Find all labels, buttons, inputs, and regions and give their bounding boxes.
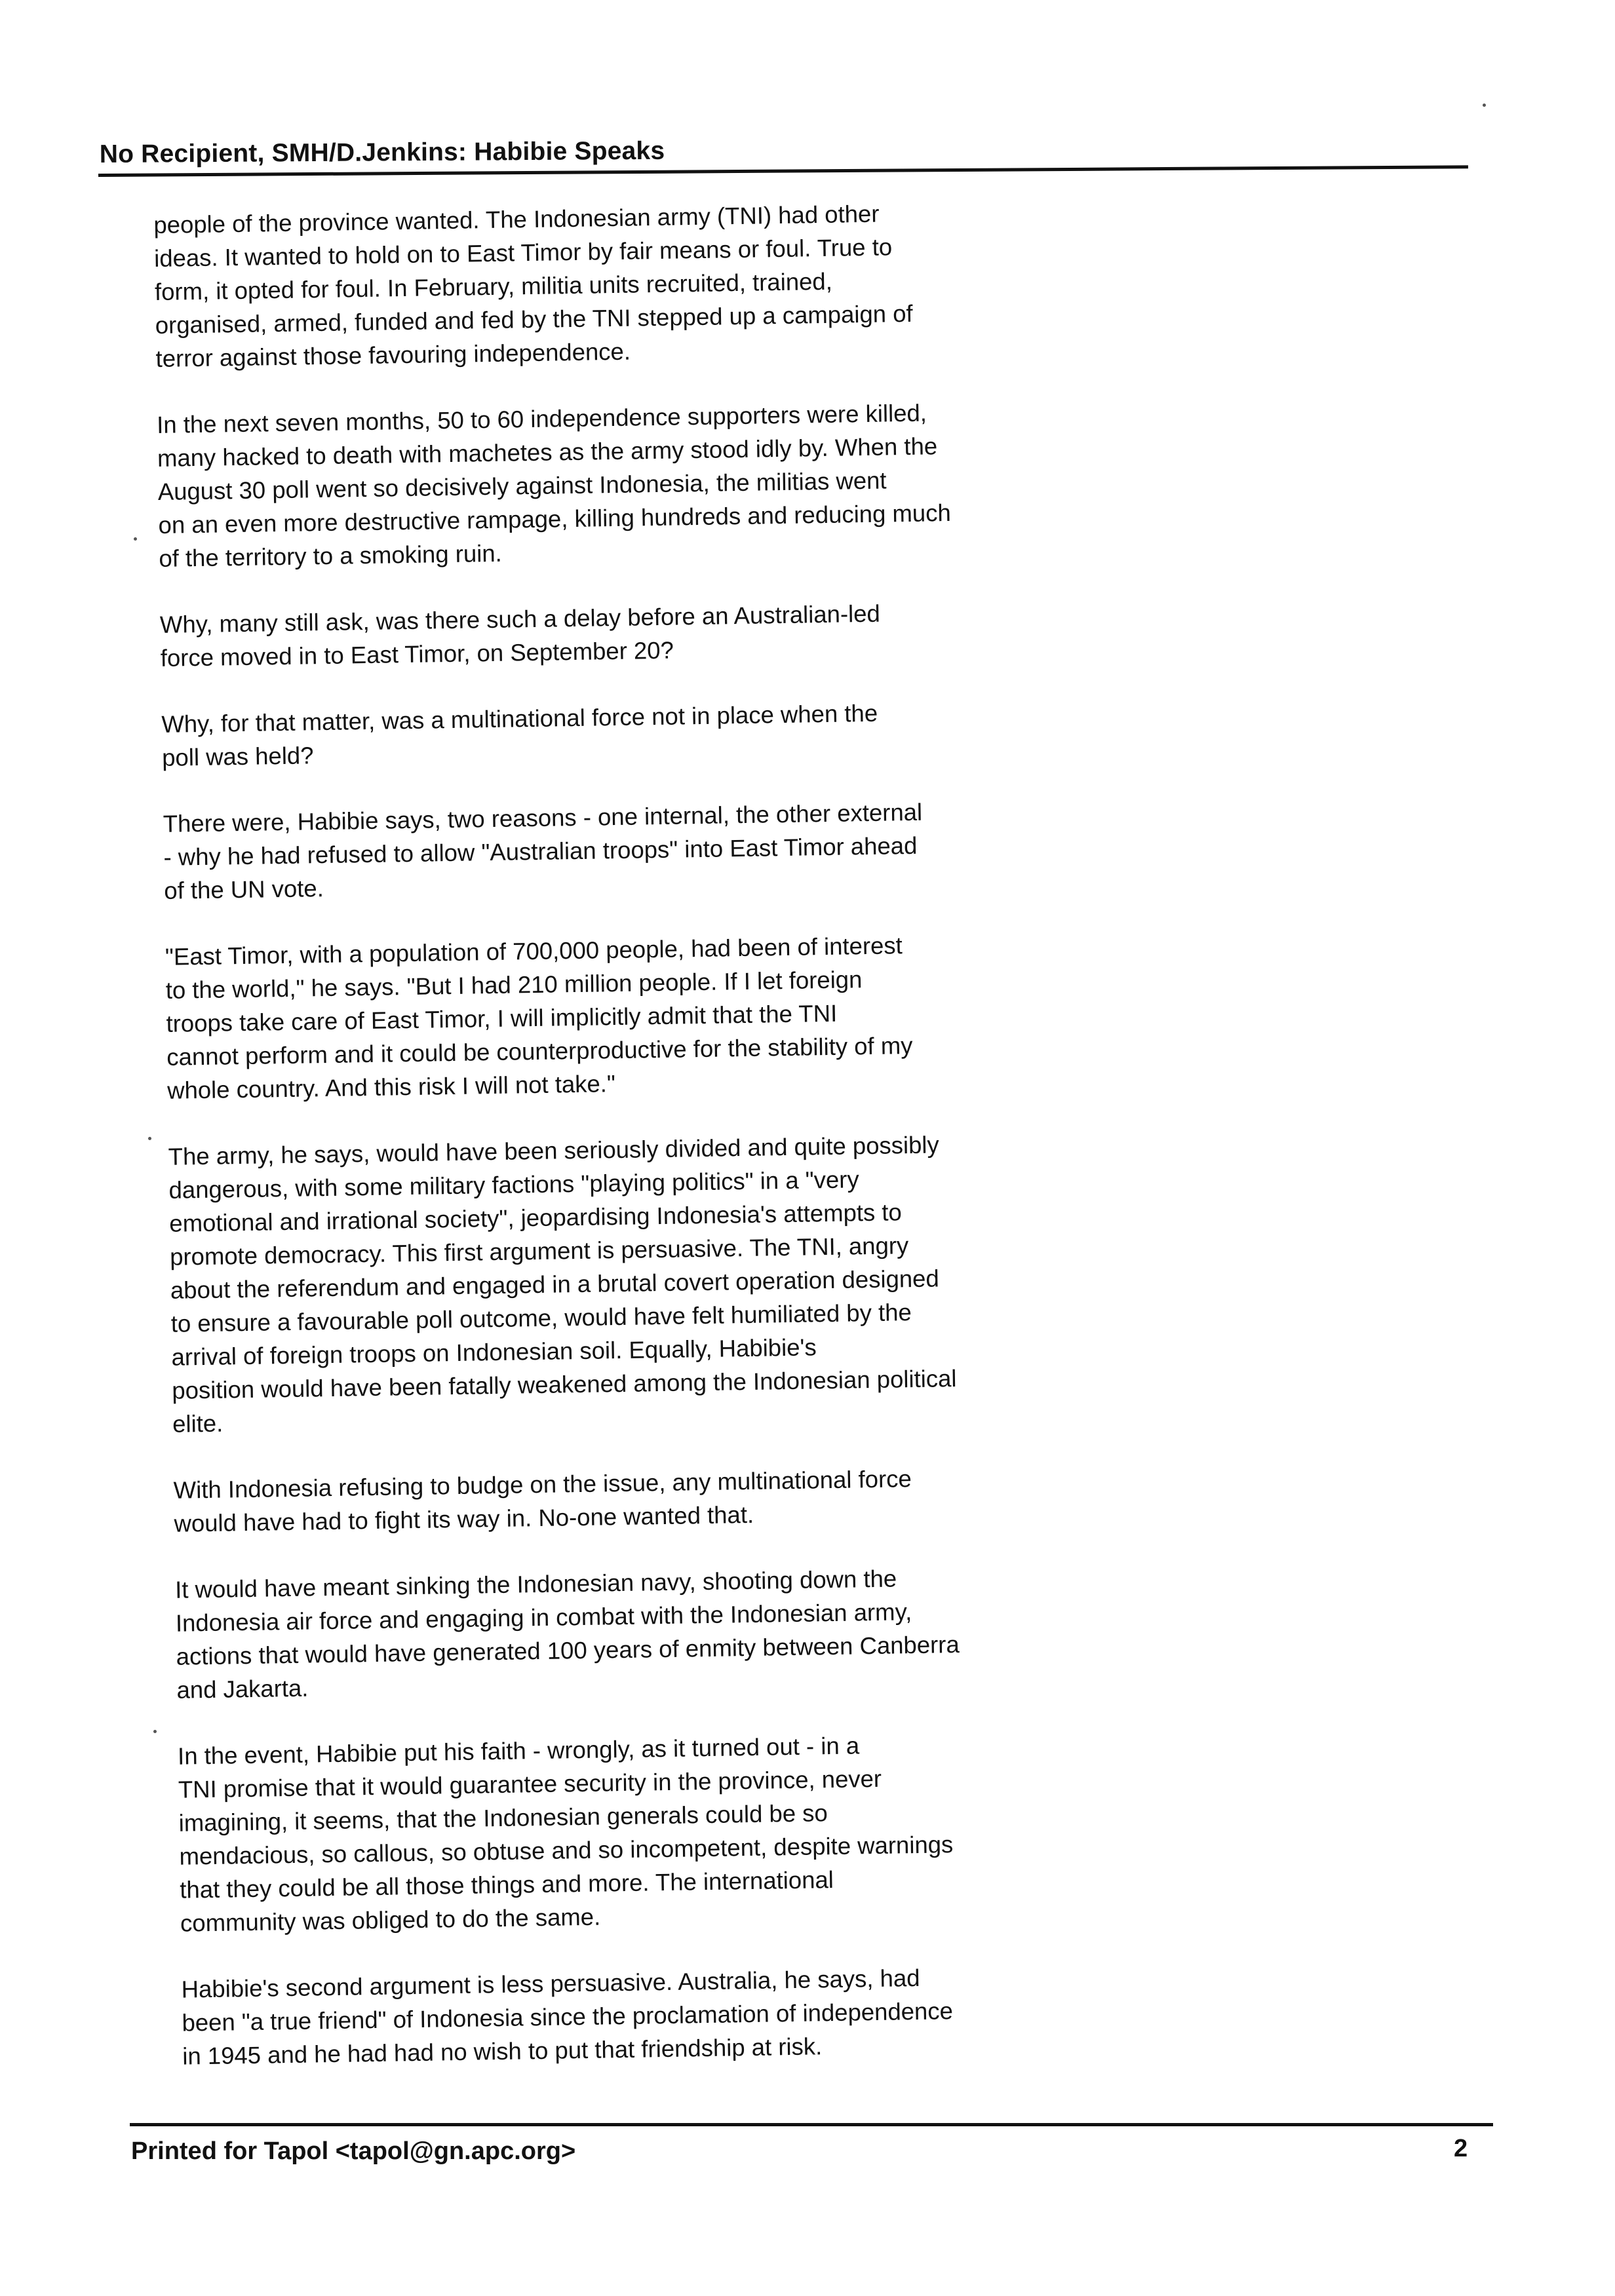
text-line: would have had to fight its way in. No-one wanted that. [174, 1501, 754, 1537]
page-number: 2 [1454, 2135, 1468, 2162]
text-line: poll was held? [161, 742, 314, 771]
text-line: It would have meant sinking the Indonesian navy, shooting down the [174, 1565, 897, 1603]
text-line: mendacious, so callous, so obtuse and so incompetent, despite warnings [179, 1831, 954, 1870]
text-line: In the event, Habibie put his faith - wrongly, as it turned out - in a [177, 1732, 860, 1770]
text-line: emotional and irrational society", jeopardising Indonesia's attempts to [169, 1198, 903, 1237]
paragraph [175, 1558, 1108, 1706]
text-line: terror against those favouring independence. [155, 337, 631, 372]
text-line: about the referendum and engaged in a brutal covert operation designed [170, 1265, 940, 1304]
text-line: to the world," he says. "But I had 210 million people. If I let foreign [165, 966, 863, 1004]
text-line: in 1945 and he had had no wish to put that friendship at risk. [182, 2033, 823, 2070]
text-line: - why he had refused to allow "Australian troops" into East Timor ahead [163, 832, 918, 871]
footer-rule [130, 2123, 1493, 2126]
text-line: Habibie's second argument is less persuasive. Australia, he says, had [181, 1964, 920, 2003]
text-line: imagining, it seems, that the Indonesian generals could be so [178, 1799, 828, 1837]
paragraph [181, 1958, 1113, 2073]
scan-speck [134, 537, 137, 541]
text-line: elite. [172, 1409, 224, 1438]
text-line: whole country. And this risk I will not take." [166, 1070, 616, 1104]
text-line: position would have been fatally weakened among the Indonesian political [172, 1364, 957, 1404]
text-line: TNI promise that it would guarantee security in the province, never [178, 1765, 882, 1803]
paragraph [153, 194, 1087, 375]
paragraph [160, 594, 1091, 675]
text-line: cannot perform and it could be counterproductive for the stability of my [166, 1031, 913, 1071]
text-line: promote democracy. This first argument is persuasive. The TNI, angry [169, 1232, 909, 1271]
text-line: Why, many still ask, was there such a delay before an Australian-led [159, 600, 881, 638]
text-line: to ensure a favourable poll outcome, would have felt humiliated by the [170, 1299, 912, 1337]
article-body [153, 194, 1114, 2106]
paragraph [165, 926, 1099, 1107]
text-line: that they could be all those things and more. The international [179, 1866, 834, 1904]
paragraph [168, 1126, 1103, 1441]
text-line: actions that would have generated 100 years of enmity between Canberra [176, 1630, 960, 1670]
text-line: ideas. It wanted to hold on to East Timor by fair means or foul. True to [153, 233, 893, 272]
text-line: arrival of foreign troops on Indonesian soil. Equally, Habibie's [171, 1333, 817, 1371]
text-line: "East Timor, with a population of 700,000 people, had been of interest [165, 932, 903, 970]
text-line: force moved in to East Timor, on September 20? [160, 636, 674, 672]
scan-speck [153, 1730, 157, 1733]
paragraph [163, 793, 1095, 908]
paragraph [173, 1459, 1104, 1540]
text-line: on an even more destructive rampage, killing hundreds and reducing much [158, 499, 952, 539]
text-line: In the next seven months, 50 to 60 independence supporters were killed, [156, 399, 927, 438]
text-line: The army, he says, would have been seriously divided and quite possibly [168, 1131, 940, 1170]
text-line: August 30 poll went so decisively against Indonesia, the militias went [157, 467, 887, 505]
text-line: form, it opted for foul. In February, militia units recruited, trained, [154, 267, 833, 305]
page-header [98, 116, 1468, 177]
text-line: been "a true friend" of Indonesia since the proclamation of independence [182, 1997, 954, 2037]
text-line: troops take care of East Timor, I will implicitly admit that the TNI [166, 999, 838, 1037]
text-line: people of the province wanted. The Indonesian army (TNI) had other [153, 200, 880, 239]
paragraph [161, 693, 1093, 775]
text-line: organised, armed, funded and fed by the TNI stepped up a campaign of [155, 299, 913, 339]
text-line: Why, for that matter, was a multinational force not in place when the [161, 699, 878, 738]
paragraph [157, 394, 1090, 575]
text-line: There were, Habibie says, two reasons - one internal, the other external [163, 798, 923, 837]
text-line: and Jakarta. [176, 1674, 309, 1704]
text-line: of the UN vote. [164, 875, 324, 904]
footer-printed-for: Printed for Tapol <tapol@gn.apc.org> [131, 2137, 576, 2165]
text-line: many hacked to death with machetes as the army stood idly by. When the [157, 432, 938, 472]
scan-speck [1483, 104, 1486, 107]
text-line: Indonesia air force and engaging in combat with the Indonesian army, [175, 1598, 912, 1637]
text-line: community was obliged to do the same. [180, 1903, 601, 1937]
header-title: No Recipient, SMH/D.Jenkins: Habibie Speaks [99, 136, 665, 168]
text-line: With Indonesia refusing to budge on the issue, any multinational force [173, 1465, 912, 1504]
scan-speck [148, 1137, 151, 1140]
paragraph [178, 1725, 1112, 1940]
text-line: of the territory to a smoking ruin. [159, 539, 503, 572]
text-line: dangerous, with some military factions "playing politics" in a "very [168, 1166, 859, 1204]
